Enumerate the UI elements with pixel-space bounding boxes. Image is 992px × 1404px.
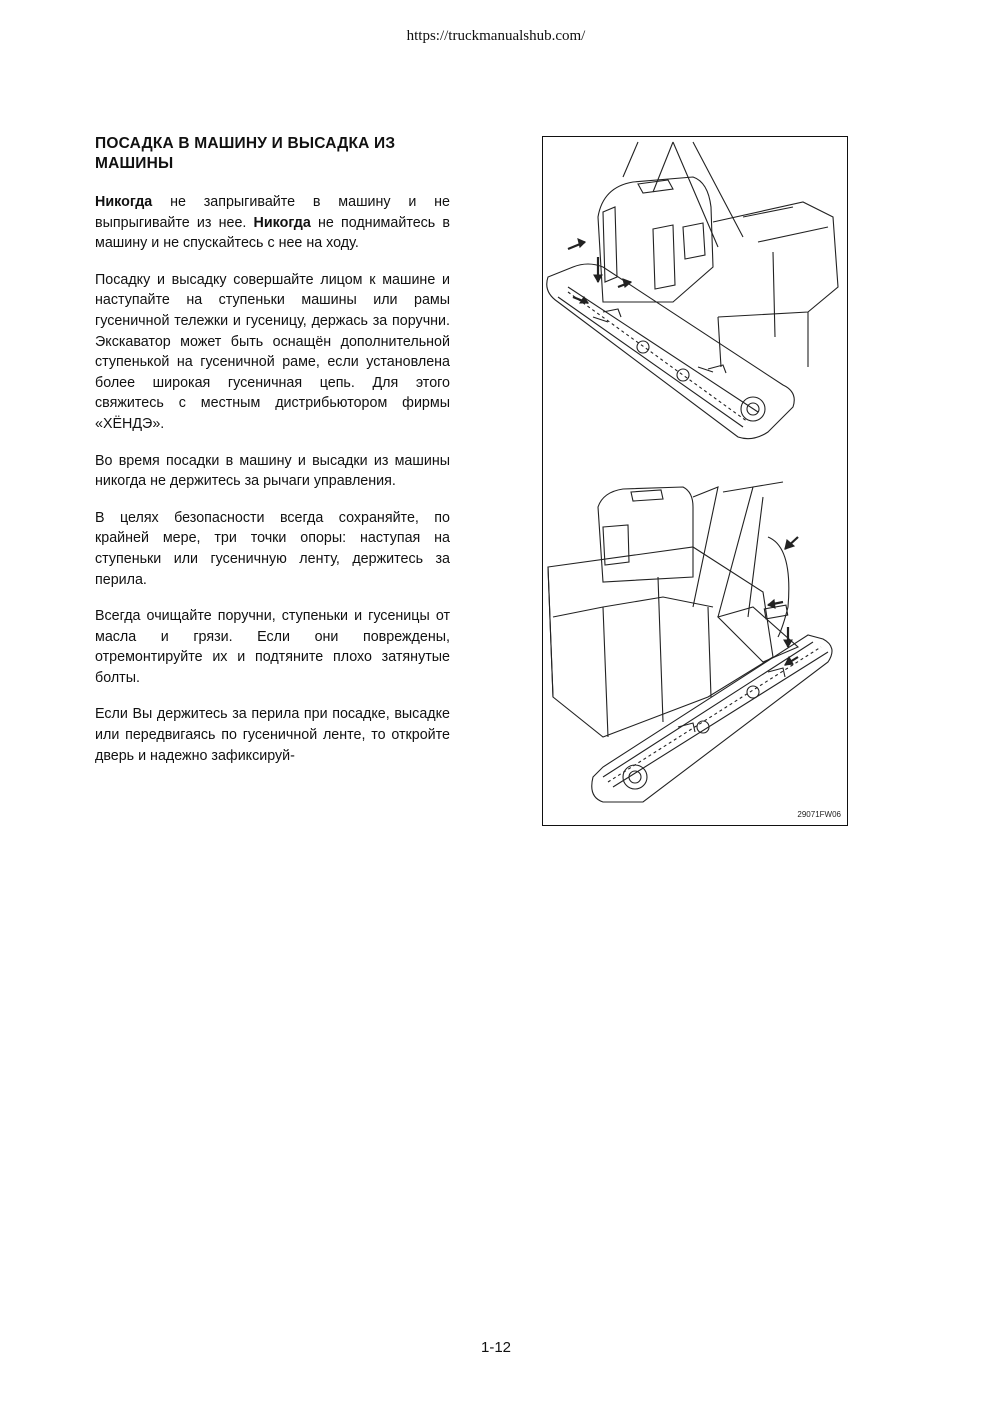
figure-code: 29071FW06	[797, 810, 841, 819]
header-url: https://truckmanualshub.com/	[406, 28, 586, 44]
paragraph-1-text-a: не запрыгивайте в машину и не выпрыгивайте из нее.	[95, 194, 450, 231]
section-title: ПОСАДКА В МАШИНУ И ВЫСАДКА ИЗ МАШИНЫ	[95, 135, 396, 172]
excavator-drawing	[543, 137, 849, 827]
paragraph-3: Во время посадки в машину и высадки из машины никогда не держитесь за рычаги управления.	[95, 452, 450, 490]
paragraph-2: Посадку и высадку совершайте лицом к машине и наступайте на ступеньки машины или рамы гусеничной тележки и гусеницу, держась за поручни. Экскаватор может быть оснащён дополнительной ступенькой на гусеничной раме, если установлена более широкая гусеничная цепь. Для этого свяжитесь с местным дистрибьютором фирмы «ХЁНДЭ».	[95, 271, 450, 432]
paragraph-4: В целях безопасности всегда сохраняйте, по крайней мере, три точки опоры: наступая на ступеньки или гусеничную ленту, держитесь за перила.	[95, 509, 450, 588]
excavator-top-view	[547, 142, 838, 439]
excavator-illustration	[542, 136, 848, 826]
paragraph-5: Всегда очищайте поручни, ступеньки и гусеницы от масла и грязи. Если они повреждены, отремонтируйте их и подтяните плохо затянутые болты.	[95, 608, 450, 686]
excavator-bottom-view	[548, 482, 832, 802]
paragraph-1-text-b: не поднимайтесь в машину и не спускайтесь с нее на ходу.	[95, 214, 450, 252]
page-number: 1-12	[480, 1339, 512, 1356]
paragraph-6: Если Вы держитесь за перила при посадке, высадке или передвигаясь по гусеничной ленте, то откройте дверь и надежно зафиксируй-	[95, 706, 450, 764]
body-text	[95, 192, 450, 782]
emphasis-never-1: Никогда	[95, 194, 153, 210]
paragraph-1	[95, 192, 450, 254]
emphasis-never-2: Никогда	[253, 214, 311, 231]
